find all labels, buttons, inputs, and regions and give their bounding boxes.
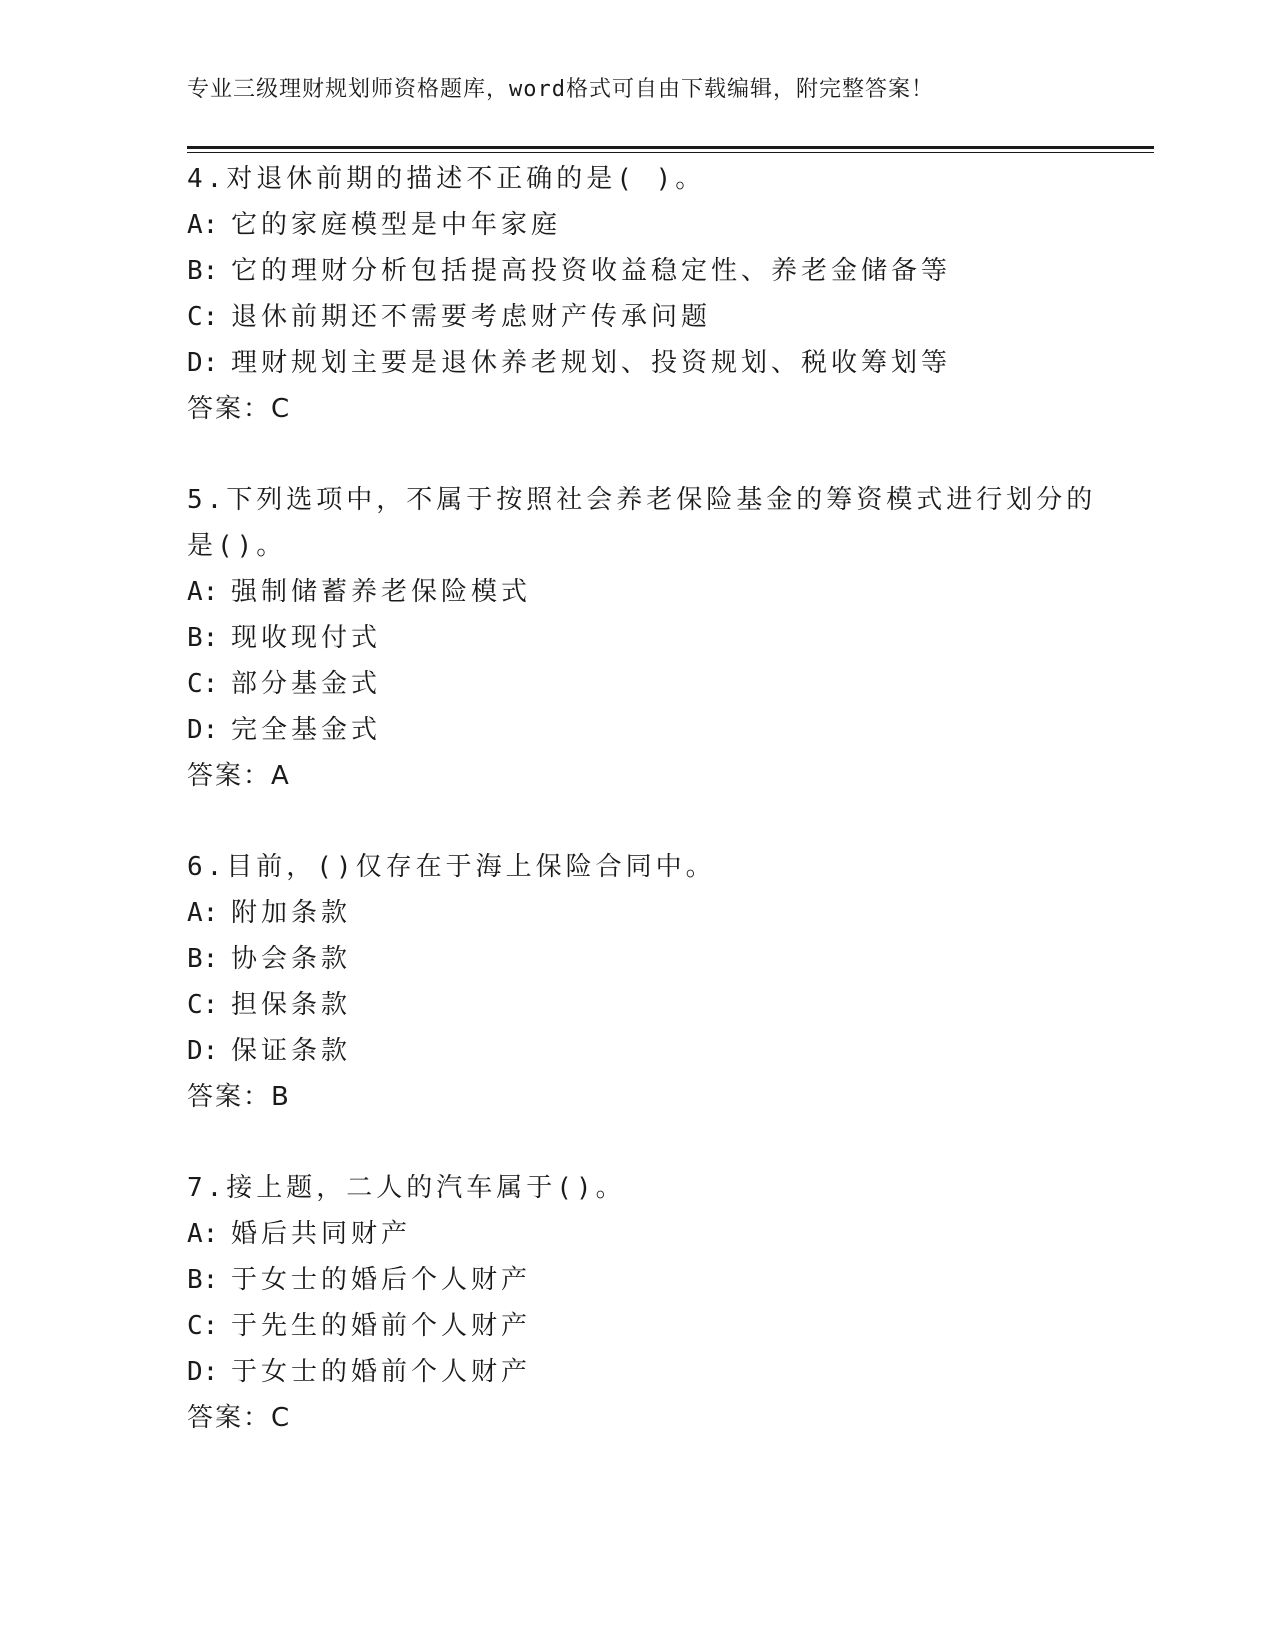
- answer-line: 答案：A: [187, 761, 291, 791]
- option-key: A:: [187, 577, 219, 607]
- option-key: A:: [187, 210, 219, 240]
- answer-line: 答案：C: [187, 1403, 292, 1433]
- option-text: 于女士的婚前个人财产: [231, 1357, 532, 1387]
- option-a: [187, 890, 1107, 936]
- option-key: C:: [187, 302, 219, 332]
- option-key: D:: [187, 1357, 219, 1387]
- option-text: 附加条款: [231, 898, 352, 928]
- question-stem: 5.下列选项中，不属于按照社会养老保险基金的筹资模式进行划分的是()。: [187, 485, 1097, 561]
- question-stem: 4.对退休前期的描述不正确的是( )。: [187, 164, 706, 194]
- option-text: 它的理财分析包括提高投资收益稳定性、养老金储备等: [231, 256, 952, 286]
- option-text: 部分基金式: [231, 669, 382, 699]
- option-b: [187, 1257, 1107, 1303]
- answer-line: 答案：B: [187, 1082, 291, 1112]
- option-key: A:: [187, 898, 219, 928]
- option-text: 协会条款: [231, 944, 352, 974]
- option-key: D:: [187, 715, 219, 745]
- option-text: 于女士的婚后个人财产: [231, 1265, 532, 1295]
- option-text: 强制储蓄养老保险模式: [231, 577, 532, 607]
- question-4: [187, 156, 1107, 432]
- option-d: [187, 707, 1107, 753]
- option-c: [187, 661, 1107, 707]
- question-6: [187, 844, 1107, 1120]
- option-text: 理财规划主要是退休养老规划、投资规划、税收筹划等: [231, 348, 952, 378]
- option-text: 担保条款: [231, 990, 352, 1020]
- option-text: 退休前期还不需要考虑财产传承问题: [231, 302, 712, 332]
- option-c: [187, 1303, 1107, 1349]
- option-text: 于先生的婚前个人财产: [231, 1311, 532, 1341]
- option-text: 婚后共同财产: [231, 1219, 412, 1249]
- option-a: [187, 1211, 1107, 1257]
- option-text: 保证条款: [231, 1036, 352, 1066]
- option-key: A:: [187, 1219, 219, 1249]
- question-list: [187, 156, 1107, 1486]
- option-key: B:: [187, 944, 219, 974]
- question-7: [187, 1165, 1107, 1441]
- option-key: C:: [187, 990, 219, 1020]
- option-d: [187, 1028, 1107, 1074]
- header-rule-thick: [187, 146, 1154, 149]
- page-header: 专业三级理财规划师资格题库，word格式可自由下载编辑，附完整答案！: [187, 77, 934, 102]
- option-key: B:: [187, 1265, 219, 1295]
- question-stem: 6.目前，()仅存在于海上保险合同中。: [187, 852, 716, 882]
- option-text: 现收现付式: [231, 623, 382, 653]
- option-key: D:: [187, 348, 219, 378]
- option-a: [187, 202, 1107, 248]
- option-c: [187, 294, 1107, 340]
- option-c: [187, 982, 1107, 1028]
- option-a: [187, 569, 1107, 615]
- option-b: [187, 248, 1107, 294]
- option-key: C:: [187, 669, 219, 699]
- option-b: [187, 615, 1107, 661]
- option-text: 完全基金式: [231, 715, 382, 745]
- option-key: C:: [187, 1311, 219, 1341]
- option-key: B:: [187, 623, 219, 653]
- option-d: [187, 340, 1107, 386]
- option-key: B:: [187, 256, 219, 286]
- option-text: 它的家庭模型是中年家庭: [231, 210, 562, 240]
- header-rule-thin: [187, 152, 1154, 153]
- option-b: [187, 936, 1107, 982]
- option-d: [187, 1349, 1107, 1395]
- question-5: [187, 477, 1107, 799]
- question-stem: 7.接上题，二人的汽车属于()。: [187, 1173, 626, 1203]
- option-key: D:: [187, 1036, 219, 1066]
- answer-line: 答案：C: [187, 394, 292, 424]
